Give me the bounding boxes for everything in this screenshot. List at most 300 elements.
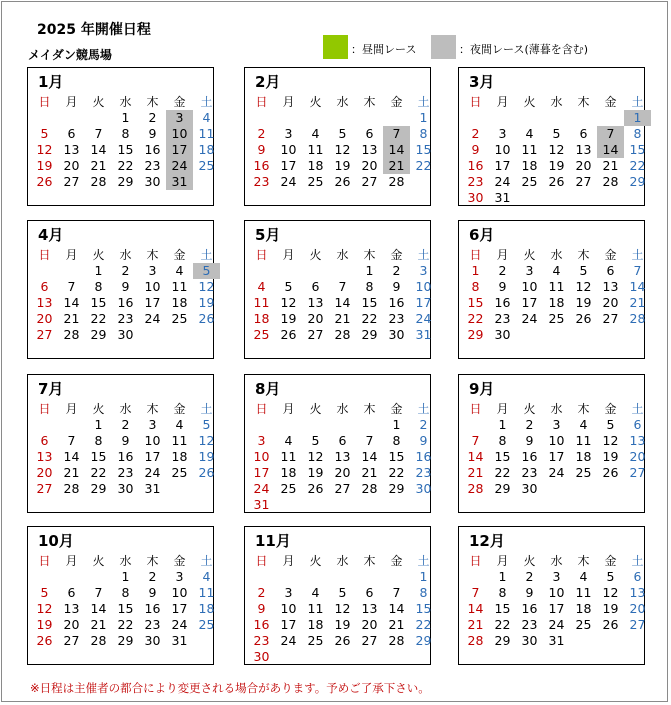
month-calendar — [27, 526, 214, 665]
month-title: 10月 — [38, 532, 74, 550]
day-cell: 25 — [253, 327, 270, 342]
weekday-header: 木 — [577, 402, 590, 416]
day-cell: 18 — [575, 449, 592, 464]
day-cell: 6 — [633, 417, 642, 432]
day-cell: 14 — [334, 295, 351, 310]
day-cell: 26 — [198, 311, 215, 326]
day-cell: 29 — [117, 174, 134, 189]
day-cell: 11 — [171, 279, 188, 294]
day-cell: 23 — [388, 311, 405, 326]
day-cell: 6 — [67, 126, 76, 141]
day-cell: 1 — [498, 569, 507, 584]
day-cell: 16 — [388, 295, 405, 310]
day-cell: 17 — [521, 295, 538, 310]
day-cell: 12 — [602, 433, 619, 448]
month-title: 3月 — [469, 73, 495, 91]
day-cell: 9 — [471, 142, 480, 157]
day-cell: 11 — [548, 279, 565, 294]
day-cell: 24 — [521, 311, 538, 326]
day-cell: 9 — [257, 601, 266, 616]
day-cell: 7 — [633, 263, 642, 278]
day-cell: 23 — [467, 174, 484, 189]
day-cell: 31 — [253, 497, 270, 512]
empty-cell — [329, 417, 356, 433]
day-cell: 19 — [334, 158, 351, 173]
day-cell: 15 — [415, 601, 432, 616]
day-cell: 10 — [415, 279, 432, 294]
day-cell: 25 — [198, 617, 215, 632]
day-cell: 25 — [575, 617, 592, 632]
empty-cell — [58, 110, 85, 126]
disclaimer-note: ※日程は主催者の都合により変更される場合があります。予めご了承下さい。 — [30, 681, 430, 695]
weekday-header: 月 — [65, 248, 78, 262]
day-cell: 30 — [117, 327, 134, 342]
day-cell: 20 — [307, 311, 324, 326]
day-cell: 28 — [63, 481, 80, 496]
day-cell: 6 — [311, 279, 320, 294]
race-day-cell: 3 — [166, 110, 193, 126]
day-cell: 2 — [257, 126, 266, 141]
day-cell: 31 — [415, 327, 432, 342]
day-cell: 14 — [90, 142, 107, 157]
day-cell: 3 — [498, 126, 507, 141]
weekday-header: 日 — [255, 554, 268, 568]
day-cell: 13 — [361, 142, 378, 157]
weekday-header: 水 — [550, 95, 563, 109]
month-calendar — [244, 67, 431, 206]
day-cell: 23 — [253, 633, 270, 648]
weekday-header: 水 — [119, 554, 132, 568]
day-cell: 4 — [175, 417, 184, 432]
day-cell: 3 — [284, 585, 293, 600]
month-day-grid — [31, 94, 215, 190]
day-cell: 5 — [579, 263, 588, 278]
day-cell: 4 — [202, 110, 211, 125]
day-cell: 19 — [198, 295, 215, 310]
weekday-header: 火 — [523, 95, 536, 109]
day-cell: 7 — [67, 279, 76, 294]
day-cell: 18 — [548, 295, 565, 310]
day-cell: 25 — [171, 311, 188, 326]
day-cell: 15 — [629, 142, 646, 157]
day-cell: 26 — [602, 465, 619, 480]
empty-cell — [543, 110, 570, 126]
day-cell: 17 — [280, 617, 297, 632]
weekday-header: 木 — [363, 402, 376, 416]
weekday-header: 土 — [200, 554, 213, 568]
day-cell: 26 — [198, 465, 215, 480]
day-cell: 22 — [117, 158, 134, 173]
day-cell: 8 — [121, 585, 130, 600]
weekday-header: 火 — [523, 402, 536, 416]
day-cell: 13 — [334, 449, 351, 464]
month-day-grid — [462, 553, 646, 649]
day-cell: 12 — [602, 585, 619, 600]
weekday-header: 日 — [469, 248, 482, 262]
day-cell: 10 — [253, 449, 270, 464]
day-cell: 17 — [548, 449, 565, 464]
weekday-header: 日 — [469, 554, 482, 568]
day-cell: 5 — [311, 433, 320, 448]
day-cell: 6 — [365, 126, 374, 141]
day-cell: 20 — [36, 311, 53, 326]
day-cell: 21 — [602, 158, 619, 173]
day-cell: 16 — [117, 295, 134, 310]
day-cell: 20 — [63, 158, 80, 173]
day-cell: 6 — [67, 585, 76, 600]
month-title: 12月 — [469, 532, 505, 550]
day-cell: 9 — [525, 585, 534, 600]
day-cell: 4 — [525, 126, 534, 141]
day-cell: 29 — [361, 327, 378, 342]
weekday-header: 月 — [496, 402, 509, 416]
day-cell: 3 — [552, 569, 561, 584]
day-cell: 21 — [388, 617, 405, 632]
weekday-header: 土 — [200, 248, 213, 262]
day-cell: 21 — [90, 617, 107, 632]
empty-cell — [275, 569, 302, 585]
weekday-header: 金 — [604, 248, 617, 262]
day-cell: 5 — [606, 417, 615, 432]
day-cell: 22 — [494, 617, 511, 632]
day-cell: 5 — [40, 126, 49, 141]
day-cell: 8 — [419, 126, 428, 141]
day-cell: 30 — [253, 649, 270, 664]
day-cell: 14 — [90, 601, 107, 616]
day-cell: 5 — [552, 126, 561, 141]
race-day-cell: 5 — [193, 263, 220, 279]
day-cell: 2 — [148, 110, 157, 125]
weekday-header: 日 — [38, 95, 51, 109]
day-cell: 27 — [36, 481, 53, 496]
day-cell: 11 — [280, 449, 297, 464]
day-cell: 1 — [498, 417, 507, 432]
day-cell: 18 — [253, 311, 270, 326]
empty-cell — [31, 110, 58, 126]
weekday-header: 月 — [65, 554, 78, 568]
weekday-header: 土 — [417, 554, 430, 568]
day-cell: 29 — [494, 481, 511, 496]
weekday-header: 水 — [336, 248, 349, 262]
day-cell: 29 — [90, 327, 107, 342]
day-cell: 25 — [280, 481, 297, 496]
day-cell: 14 — [63, 449, 80, 464]
day-cell: 18 — [171, 449, 188, 464]
weekday-header: 月 — [282, 554, 295, 568]
weekday-header: 火 — [523, 248, 536, 262]
day-cell: 19 — [36, 158, 53, 173]
day-cell: 8 — [419, 585, 428, 600]
venue-name: メイダン競馬場 — [28, 48, 112, 62]
day-cell: 20 — [629, 449, 646, 464]
month-title: 1月 — [38, 73, 64, 91]
weekday-header: 月 — [282, 402, 295, 416]
day-cell: 15 — [388, 449, 405, 464]
weekday-header: 水 — [336, 402, 349, 416]
day-cell: 26 — [575, 311, 592, 326]
weekday-header: 火 — [309, 248, 322, 262]
day-cell: 30 — [521, 633, 538, 648]
day-cell: 7 — [471, 585, 480, 600]
month-day-grid — [248, 94, 432, 190]
day-cell: 2 — [257, 585, 266, 600]
empty-cell — [302, 417, 329, 433]
weekday-header: 日 — [38, 402, 51, 416]
day-cell: 26 — [36, 633, 53, 648]
day-cell: 22 — [467, 311, 484, 326]
day-cell: 15 — [90, 449, 107, 464]
day-cell: 4 — [579, 569, 588, 584]
day-cell: 26 — [280, 327, 297, 342]
day-cell: 30 — [144, 633, 161, 648]
empty-cell — [329, 569, 356, 585]
empty-cell — [275, 110, 302, 126]
empty-cell — [302, 569, 329, 585]
empty-cell — [248, 569, 275, 585]
race-day-cell: 14 — [597, 142, 624, 158]
day-cell: 8 — [121, 126, 130, 141]
day-cell: 13 — [629, 585, 646, 600]
day-cell: 8 — [392, 433, 401, 448]
day-cell: 29 — [388, 481, 405, 496]
day-cell: 22 — [117, 617, 134, 632]
day-cell: 5 — [338, 126, 347, 141]
day-cell: 17 — [494, 158, 511, 173]
day-cell: 24 — [494, 174, 511, 189]
day-cell: 10 — [280, 601, 297, 616]
day-cell: 28 — [63, 327, 80, 342]
empty-cell — [31, 263, 58, 279]
day-cell: 20 — [63, 617, 80, 632]
day-cell: 23 — [521, 465, 538, 480]
day-cell: 3 — [175, 569, 184, 584]
weekday-header: 木 — [577, 554, 590, 568]
day-cell: 3 — [148, 417, 157, 432]
day-cell: 17 — [253, 465, 270, 480]
day-cell: 13 — [575, 142, 592, 157]
weekday-header: 土 — [631, 402, 644, 416]
day-cell: 18 — [280, 465, 297, 480]
day-cell: 9 — [392, 279, 401, 294]
day-cell: 9 — [257, 142, 266, 157]
weekday-header: 水 — [550, 554, 563, 568]
empty-cell — [248, 263, 275, 279]
day-cell: 12 — [307, 449, 324, 464]
day-cell: 4 — [202, 569, 211, 584]
legend-day-swatch — [323, 35, 348, 59]
weekday-header: 日 — [38, 554, 51, 568]
weekday-header: 金 — [173, 95, 186, 109]
day-cell: 7 — [365, 433, 374, 448]
month-day-grid — [248, 401, 432, 513]
day-cell: 15 — [117, 601, 134, 616]
weekday-header: 月 — [496, 95, 509, 109]
day-cell: 12 — [334, 601, 351, 616]
weekday-header: 水 — [550, 248, 563, 262]
day-cell: 15 — [467, 295, 484, 310]
day-cell: 8 — [94, 279, 103, 294]
day-cell: 22 — [90, 311, 107, 326]
day-cell: 10 — [171, 585, 188, 600]
day-cell: 11 — [171, 433, 188, 448]
day-cell: 7 — [67, 433, 76, 448]
empty-cell — [462, 417, 489, 433]
day-cell: 4 — [552, 263, 561, 278]
day-cell: 16 — [253, 617, 270, 632]
day-cell: 27 — [361, 633, 378, 648]
month-day-grid — [248, 247, 432, 343]
month-calendar — [458, 374, 645, 513]
weekday-header: 土 — [200, 402, 213, 416]
day-cell: 27 — [63, 174, 80, 189]
day-cell: 9 — [525, 433, 534, 448]
day-cell: 10 — [494, 142, 511, 157]
day-cell: 28 — [388, 174, 405, 189]
race-day-cell: 7 — [597, 126, 624, 142]
weekday-header: 日 — [38, 248, 51, 262]
day-cell: 13 — [63, 601, 80, 616]
day-cell: 15 — [117, 142, 134, 157]
day-cell: 11 — [307, 142, 324, 157]
day-cell: 1 — [471, 263, 480, 278]
day-cell: 10 — [548, 433, 565, 448]
day-cell: 12 — [198, 279, 215, 294]
day-cell: 23 — [494, 311, 511, 326]
day-cell: 4 — [311, 585, 320, 600]
day-cell: 19 — [36, 617, 53, 632]
day-cell: 5 — [202, 417, 211, 432]
day-cell: 7 — [94, 585, 103, 600]
month-title: 5月 — [255, 226, 281, 244]
weekday-header: 月 — [282, 248, 295, 262]
day-cell: 2 — [498, 263, 507, 278]
day-cell: 21 — [334, 311, 351, 326]
day-cell: 3 — [419, 263, 428, 278]
day-cell: 12 — [575, 279, 592, 294]
empty-cell — [31, 417, 58, 433]
weekday-header: 日 — [255, 402, 268, 416]
day-cell: 18 — [575, 601, 592, 616]
empty-cell — [302, 263, 329, 279]
empty-cell — [356, 569, 383, 585]
weekday-header: 月 — [65, 95, 78, 109]
day-cell: 11 — [575, 585, 592, 600]
day-cell: 13 — [36, 295, 53, 310]
day-cell: 24 — [144, 311, 161, 326]
day-cell: 26 — [602, 617, 619, 632]
day-cell: 22 — [361, 311, 378, 326]
empty-cell — [462, 569, 489, 585]
day-cell: 25 — [198, 158, 215, 173]
day-cell: 18 — [198, 601, 215, 616]
day-cell: 19 — [602, 449, 619, 464]
empty-cell — [356, 417, 383, 433]
day-cell: 17 — [548, 601, 565, 616]
day-cell: 17 — [144, 295, 161, 310]
empty-cell — [302, 110, 329, 126]
day-cell: 7 — [471, 433, 480, 448]
day-cell: 31 — [548, 633, 565, 648]
day-cell: 6 — [633, 569, 642, 584]
weekday-header: 火 — [309, 554, 322, 568]
empty-cell — [516, 110, 543, 126]
day-cell: 25 — [171, 465, 188, 480]
day-cell: 18 — [521, 158, 538, 173]
day-cell: 20 — [361, 158, 378, 173]
day-cell: 4 — [284, 433, 293, 448]
day-cell: 8 — [365, 279, 374, 294]
day-cell: 30 — [117, 481, 134, 496]
month-title: 7月 — [38, 380, 64, 398]
day-cell: 30 — [467, 190, 484, 205]
day-cell: 1 — [121, 569, 130, 584]
day-cell: 19 — [548, 158, 565, 173]
day-cell: 21 — [63, 311, 80, 326]
day-cell: 16 — [144, 601, 161, 616]
month-title: 9月 — [469, 380, 495, 398]
day-cell: 19 — [602, 601, 619, 616]
day-cell: 27 — [63, 633, 80, 648]
weekday-header: 木 — [363, 95, 376, 109]
day-cell: 15 — [361, 295, 378, 310]
month-calendar — [27, 220, 214, 359]
day-cell: 13 — [307, 295, 324, 310]
day-cell: 24 — [415, 311, 432, 326]
day-cell: 19 — [307, 465, 324, 480]
day-cell: 9 — [121, 433, 130, 448]
month-calendar — [458, 220, 645, 359]
day-cell: 9 — [121, 279, 130, 294]
weekday-header: 日 — [255, 248, 268, 262]
day-cell: 24 — [280, 174, 297, 189]
weekday-header: 金 — [390, 95, 403, 109]
day-cell: 19 — [575, 295, 592, 310]
day-cell: 16 — [494, 295, 511, 310]
weekday-header: 火 — [92, 402, 105, 416]
day-cell: 21 — [629, 295, 646, 310]
weekday-header: 日 — [469, 95, 482, 109]
month-calendar — [458, 67, 645, 206]
weekday-header: 土 — [631, 95, 644, 109]
weekday-header: 木 — [146, 248, 159, 262]
day-cell: 17 — [415, 295, 432, 310]
day-cell: 6 — [606, 263, 615, 278]
day-cell: 10 — [144, 433, 161, 448]
month-calendar — [27, 374, 214, 513]
empty-cell — [58, 569, 85, 585]
day-cell: 14 — [388, 601, 405, 616]
day-cell: 28 — [334, 327, 351, 342]
day-cell: 20 — [36, 465, 53, 480]
day-cell: 23 — [144, 158, 161, 173]
month-day-grid — [31, 553, 215, 649]
weekday-header: 水 — [336, 95, 349, 109]
day-cell: 30 — [144, 174, 161, 189]
day-cell: 23 — [117, 465, 134, 480]
day-cell: 23 — [117, 311, 134, 326]
day-cell: 6 — [40, 279, 49, 294]
legend-night-label: ：夜間レース(薄暮を含む) — [459, 43, 589, 56]
day-cell: 14 — [467, 601, 484, 616]
day-cell: 24 — [548, 617, 565, 632]
day-cell: 8 — [471, 279, 480, 294]
day-cell: 27 — [602, 311, 619, 326]
day-cell: 10 — [521, 279, 538, 294]
day-cell: 15 — [415, 142, 432, 157]
day-cell: 17 — [171, 601, 188, 616]
day-cell: 1 — [365, 263, 374, 278]
empty-cell — [58, 417, 85, 433]
